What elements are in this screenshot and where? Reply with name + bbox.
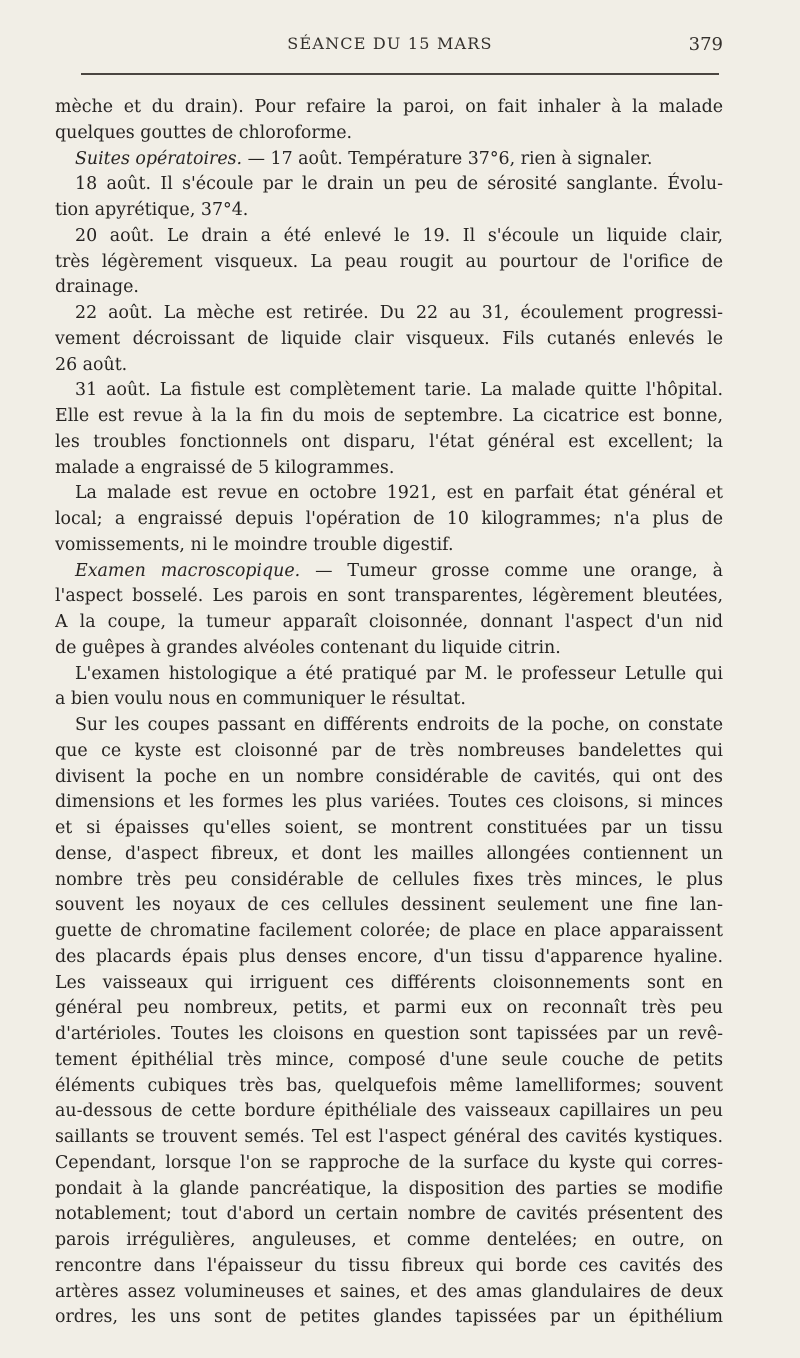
text-line — [55, 1254, 723, 1280]
line-text: 18 août. Il s'écoule par le drain un peu de sérosité sanglante. Évolu- — [75, 174, 723, 195]
line-text: drainage. — [55, 277, 139, 298]
text-line — [55, 713, 723, 739]
text-line — [55, 1280, 723, 1306]
text-line — [55, 1125, 723, 1151]
line-text: guette de chromatine facilement colorée; de place en place apparaissent — [55, 921, 723, 941]
text-line — [55, 584, 723, 610]
line-text: souvent les noyaux de ces cellules dessinent seulement une fine lan- — [55, 895, 723, 916]
text-line — [55, 868, 723, 894]
line-text: Les vaisseaux qui irriguent ces différents cloisonnements sont en — [55, 972, 723, 993]
line-text: 20 août. Le drain a été enlevé le 19. Il s'écoule un liquide clair, — [75, 225, 723, 246]
line-text: artères assez volumineuses et saines, et des amas glandulaires de deux — [55, 1281, 723, 1302]
line-text: malade a engraissé de 5 kilogrammes. — [55, 457, 395, 478]
page-header — [57, 34, 723, 58]
line-text: La malade est revue en octobre 1921, est en parfait état général et — [75, 483, 723, 504]
line-text: Sur les coupes passant en différents endroits de la poche, on constate — [75, 715, 723, 735]
text-line — [55, 842, 723, 868]
text-line — [55, 481, 723, 507]
text-line — [55, 275, 723, 301]
text-line — [55, 404, 723, 430]
line-text: saillants se trouvent semés. Tel est l'aspect général des cavités kystiques. — [55, 1127, 723, 1147]
text-line — [55, 533, 723, 559]
line-text: — 17 août. Température 37°6, rien à signaler. — [242, 148, 653, 169]
text-line — [55, 971, 723, 997]
line-text: parois irrégulières, anguleuses, et comme dentelées; en outre, on — [55, 1230, 723, 1250]
text-line — [55, 1074, 723, 1100]
text-line — [55, 1305, 723, 1331]
text-line — [55, 945, 723, 971]
line-text: éléments cubiques très bas, quelquefois même lamelliformes; souvent — [55, 1075, 723, 1096]
text-line — [55, 301, 723, 327]
line-text: A la coupe, la tumeur apparaît cloisonnée, donnant l'aspect d'un nid — [55, 612, 723, 632]
text-line — [55, 1099, 723, 1125]
line-text: tement épithélial très mince, composé d'une seule couche de petits — [55, 1049, 723, 1070]
text-line — [55, 765, 723, 791]
text-line — [55, 353, 723, 379]
text-line — [55, 1022, 723, 1048]
line-text: notablement; tout d'abord un certain nombre de cavités présentent des — [55, 1204, 723, 1225]
text-line — [55, 327, 723, 353]
line-text: général peu nombreux, petits, et parmi eux on reconnaît très peu — [55, 998, 723, 1019]
text-line — [55, 172, 723, 198]
line-text: Cependant, lorsque l'on se rapproche de la surface du kyste qui corres- — [55, 1152, 723, 1173]
text-line — [55, 662, 723, 688]
text-line — [55, 1202, 723, 1228]
text-line — [55, 996, 723, 1022]
text-line — [55, 95, 723, 121]
line-text: que ce kyste est cloisonné par de très nombreuses bandelettes qui — [55, 740, 723, 761]
text-line — [55, 430, 723, 456]
line-text: dimensions et les formes les plus variées. Toutes ces cloisons, si minces — [55, 792, 723, 813]
italic-heading: Suites opératoires. — [75, 148, 243, 169]
text-line — [55, 378, 723, 404]
body-text — [55, 95, 723, 1331]
line-text: dense, d'aspect fibreux, et dont les mailles allongées contiennent un — [55, 843, 723, 864]
line-text: local; a engraissé depuis l'opération de 10 kilogrammes; n'a plus de — [55, 509, 723, 529]
line-text: d'artérioles. Toutes les cloisons en question sont tapissées par un revê- — [55, 1024, 723, 1044]
text-line — [55, 739, 723, 765]
text-line — [55, 636, 723, 662]
line-text: — Tumeur grosse comme une orange, à — [300, 560, 723, 581]
line-text: nombre très peu considérable de cellules fixes très minces, le plus — [55, 869, 723, 890]
line-text: 22 août. La mèche est retirée. Du 22 au 31, écoulement progressi- — [75, 303, 723, 323]
line-text: pondait à la glande pancréatique, la disposition des parties se modifie — [55, 1178, 723, 1199]
text-line — [55, 250, 723, 276]
text-line — [55, 456, 723, 482]
line-text: tion apyrétique, 37°4. — [55, 200, 249, 220]
text-line — [55, 559, 723, 585]
line-text: ordres, les uns sont de petites glandes tapissées par un épithélium — [55, 1307, 723, 1328]
line-text: divisent la poche en un nombre considérable de cavités, qui ont des — [55, 766, 723, 787]
text-line — [55, 224, 723, 250]
text-line — [55, 1228, 723, 1254]
text-line — [55, 790, 723, 816]
header-rule — [81, 73, 719, 75]
running-title: SÉANCE DU 15 MARS — [287, 34, 493, 53]
line-text: très légèrement visqueux. La peau rougit au pourtour de l'orifice de — [55, 251, 723, 272]
line-text: au-dessous de cette bordure épithéliale des vaisseaux capillaires un peu — [55, 1101, 723, 1122]
line-text: Elle est revue à la la fin du mois de septembre. La cicatrice est bonne, — [55, 406, 723, 426]
text-line — [55, 893, 723, 919]
line-text: et si épaisses qu'elles soient, se montrent constituées par un tissu — [55, 818, 723, 838]
line-text: vement décroissant de liquide clair visqueux. Fils cutanés enlevés le — [55, 328, 723, 349]
text-line — [55, 121, 723, 147]
line-text: vomissements, ni le moindre trouble digestif. — [55, 534, 454, 555]
text-line — [55, 507, 723, 533]
line-text: l'aspect bosselé. Les parois en sont transparentes, légèrement bleutées, — [55, 586, 723, 607]
line-text: quelques gouttes de chloroforme. — [55, 122, 353, 143]
line-text: L'examen histologique a été pratiqué par M. le professeur Letulle qui — [75, 663, 723, 684]
line-text: a bien voulu nous en communiquer le résultat. — [55, 689, 466, 710]
line-text: mèche et du drain). Pour refaire la paroi, on fait inhaler à la malade — [55, 97, 723, 117]
text-line — [55, 1151, 723, 1177]
text-line — [55, 687, 723, 713]
line-text: 31 août. La fistule est complètement tarie. La malade quitte l'hôpital. — [75, 380, 723, 401]
line-text: rencontre dans l'épaisseur du tissu fibreux qui borde ces cavités des — [55, 1255, 723, 1276]
page-number: 379 — [688, 34, 723, 55]
line-text: des placards épais plus denses encore, d'un tissu d'apparence hyaline. — [55, 946, 723, 967]
text-line — [55, 816, 723, 842]
line-text: de guêpes à grandes alvéoles contenant du liquide citrin. — [55, 637, 561, 658]
line-text: 26 août. — [55, 354, 128, 375]
italic-heading: Examen macroscopique. — [75, 560, 301, 581]
text-line — [55, 198, 723, 224]
text-line — [55, 147, 723, 173]
text-line — [55, 610, 723, 636]
text-line — [55, 919, 723, 945]
text-line — [55, 1048, 723, 1074]
line-text: les troubles fonctionnels ont disparu, l'état général est excellent; la — [55, 431, 723, 452]
text-line — [55, 1177, 723, 1203]
